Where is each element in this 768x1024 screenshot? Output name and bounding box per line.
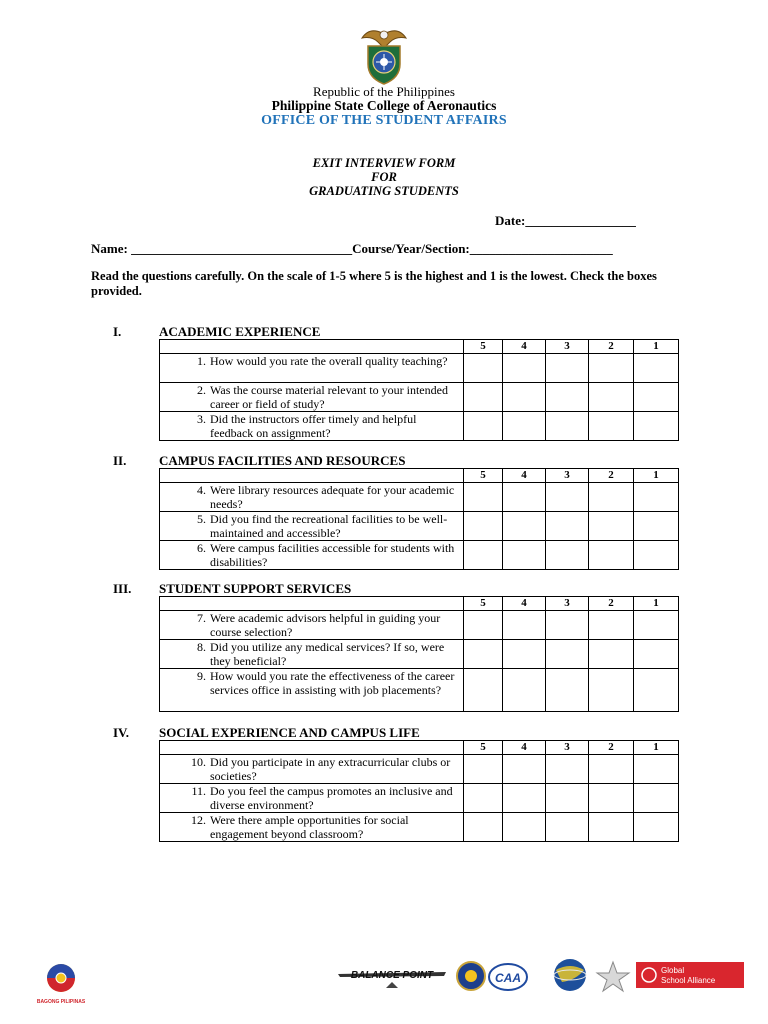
- question-cell: [160, 784, 464, 813]
- rating-header-row: [160, 340, 679, 354]
- rating-checkbox[interactable]: [589, 640, 634, 669]
- question-row: [160, 383, 679, 412]
- question-number: 4.: [197, 483, 206, 497]
- rating-checkbox[interactable]: [503, 640, 546, 669]
- rating-checkbox[interactable]: [503, 755, 546, 784]
- college-name: Philippine State College of Aeronautics: [271, 98, 497, 113]
- question-row: [160, 611, 679, 640]
- header-blank-cell: [160, 340, 464, 354]
- rating-checkbox[interactable]: [464, 541, 503, 570]
- scale-header: 4: [503, 597, 546, 611]
- question-number: 10.: [191, 755, 206, 769]
- section-number: II.: [113, 453, 127, 468]
- instructions: Read the questions carefully. On the scale of 1-5 where 5 is the highest and 1 is the lowest. Check the boxes provided.: [91, 269, 657, 298]
- header-blank-cell: [160, 597, 464, 611]
- form-title-line2: FOR: [371, 170, 397, 184]
- question-cell: [160, 512, 464, 541]
- question-row: [160, 669, 679, 712]
- scale-header: 4: [503, 340, 546, 354]
- rating-checkbox[interactable]: [503, 541, 546, 570]
- rating-checkbox[interactable]: [464, 755, 503, 784]
- rating-checkbox[interactable]: [634, 412, 679, 441]
- balance-point-text: BALANCE POINT: [350, 970, 434, 981]
- rating-checkbox[interactable]: [634, 354, 679, 383]
- rating-checkbox[interactable]: [546, 611, 589, 640]
- rating-table: [159, 740, 679, 842]
- question-row: [160, 412, 679, 441]
- caa-text: CAA: [495, 971, 521, 985]
- scale-header: 1: [634, 340, 679, 354]
- republic-heading: Republic of the Philippines: [313, 84, 455, 99]
- section-title: ACADEMIC EXPERIENCE: [159, 324, 321, 339]
- date-field[interactable]: Date:_________________: [495, 213, 636, 228]
- rating-checkbox[interactable]: [589, 483, 634, 512]
- form-title-line3: GRADUATING STUDENTS: [309, 184, 459, 198]
- question-number: 11.: [191, 784, 206, 798]
- rating-checkbox[interactable]: [589, 669, 634, 712]
- rating-checkbox[interactable]: [634, 483, 679, 512]
- globe-logo: [554, 959, 586, 991]
- rating-checkbox[interactable]: [464, 383, 503, 412]
- question-cell: [160, 383, 464, 412]
- rating-checkbox[interactable]: [634, 640, 679, 669]
- rating-checkbox[interactable]: [589, 383, 634, 412]
- question-text: Did you find the recreational facilities to be well-maintained and accessible?: [210, 512, 448, 540]
- question-number: 6.: [197, 541, 206, 555]
- rating-checkbox[interactable]: [634, 755, 679, 784]
- question-text: How would you rate the effectiveness of the career services office in assisting with job placements?: [210, 669, 455, 697]
- rating-checkbox[interactable]: [464, 512, 503, 541]
- header-blank-cell: [160, 469, 464, 483]
- rating-checkbox[interactable]: [546, 483, 589, 512]
- scale-header: 3: [546, 469, 589, 483]
- rating-checkbox[interactable]: [503, 412, 546, 441]
- rating-checkbox[interactable]: [464, 412, 503, 441]
- rating-checkbox[interactable]: [589, 354, 634, 383]
- scale-header: 3: [546, 597, 589, 611]
- caa-logo: [489, 964, 527, 990]
- scale-header: 3: [546, 340, 589, 354]
- question-text: Were academic advisors helpful in guiding your course selection?: [210, 611, 441, 639]
- rating-checkbox[interactable]: [589, 755, 634, 784]
- question-number: 5.: [197, 512, 206, 526]
- question-text: Do you feel the campus promotes an inclusive and diverse environment?: [210, 784, 453, 812]
- question-text: How would you rate the overall quality teaching?: [210, 354, 448, 368]
- question-row: [160, 541, 679, 570]
- college-seal-logo: [356, 24, 412, 86]
- bagong-pilipinas-logo: [35, 958, 87, 1006]
- rating-checkbox[interactable]: [589, 611, 634, 640]
- question-number: 2.: [197, 383, 206, 397]
- question-text: Were there ample opportunities for social engagement beyond classroom?: [210, 813, 409, 841]
- rating-checkbox[interactable]: [634, 669, 679, 712]
- question-cell: [160, 669, 464, 712]
- question-row: [160, 755, 679, 784]
- section-number: I.: [113, 324, 122, 339]
- question-text: Was the course material relevant to your intended career or field of study?: [210, 383, 448, 411]
- question-cell: [160, 354, 464, 383]
- rating-header-row: [160, 741, 679, 755]
- question-row: [160, 784, 679, 813]
- rating-checkbox[interactable]: [589, 512, 634, 541]
- scale-header: 3: [546, 741, 589, 755]
- rating-checkbox[interactable]: [634, 813, 679, 842]
- question-text: Did you participate in any extracurricular clubs or societies?: [210, 755, 451, 783]
- seal-logo-2: [457, 962, 485, 990]
- rating-checkbox[interactable]: [589, 784, 634, 813]
- question-cell: [160, 541, 464, 570]
- rating-header-row: [160, 469, 679, 483]
- scale-header: 5: [464, 597, 503, 611]
- rating-checkbox[interactable]: [634, 784, 679, 813]
- rating-header-row: [160, 597, 679, 611]
- scale-header: 1: [634, 741, 679, 755]
- rating-checkbox[interactable]: [546, 383, 589, 412]
- rating-checkbox[interactable]: [464, 611, 503, 640]
- rating-checkbox[interactable]: [464, 669, 503, 712]
- rating-checkbox[interactable]: [546, 669, 589, 712]
- rating-checkbox[interactable]: [634, 383, 679, 412]
- rating-table: [159, 468, 679, 570]
- question-cell: [160, 755, 464, 784]
- rating-checkbox[interactable]: [503, 512, 546, 541]
- rating-checkbox[interactable]: [589, 813, 634, 842]
- rating-checkbox[interactable]: [464, 784, 503, 813]
- form-title-line1: EXIT INTERVIEW FORM: [312, 156, 456, 170]
- rating-checkbox[interactable]: [546, 784, 589, 813]
- rating-checkbox[interactable]: [464, 813, 503, 842]
- question-number: 1.: [197, 354, 206, 368]
- question-number: 3.: [197, 412, 206, 426]
- section-number: III.: [113, 581, 132, 596]
- scale-header: 2: [589, 340, 634, 354]
- question-row: [160, 813, 679, 842]
- rating-checkbox[interactable]: [503, 483, 546, 512]
- question-number: 8.: [197, 640, 206, 654]
- gsa-line1: Global: [661, 966, 685, 975]
- rating-checkbox[interactable]: [546, 640, 589, 669]
- scale-header: 2: [589, 741, 634, 755]
- rating-table: [159, 339, 679, 441]
- question-cell: [160, 412, 464, 441]
- question-number: 7.: [197, 611, 206, 625]
- question-cell: [160, 640, 464, 669]
- scale-header: 1: [634, 469, 679, 483]
- question-row: [160, 640, 679, 669]
- rating-checkbox[interactable]: [634, 541, 679, 570]
- rating-checkbox[interactable]: [546, 412, 589, 441]
- rating-checkbox[interactable]: [464, 354, 503, 383]
- question-text: Were campus facilities accessible for students with disabilities?: [210, 541, 455, 569]
- section-number: IV.: [113, 725, 130, 740]
- scale-header: 1: [634, 597, 679, 611]
- section-title: CAMPUS FACILITIES AND RESOURCES: [159, 453, 406, 468]
- question-number: 9.: [197, 669, 206, 683]
- question-cell: [160, 813, 464, 842]
- partner-logos: [336, 958, 746, 994]
- gsa-line2: School Alliance: [661, 976, 716, 985]
- rating-checkbox[interactable]: [589, 541, 634, 570]
- scale-header: 5: [464, 741, 503, 755]
- rating-checkbox[interactable]: [546, 541, 589, 570]
- scale-header: 5: [464, 340, 503, 354]
- rating-checkbox[interactable]: [634, 512, 679, 541]
- balance-point-logo: [338, 970, 446, 988]
- scale-header: 2: [589, 597, 634, 611]
- question-row: [160, 512, 679, 541]
- question-number: 12.: [191, 813, 206, 827]
- scale-header: 4: [503, 741, 546, 755]
- rating-checkbox[interactable]: [546, 813, 589, 842]
- rating-checkbox[interactable]: [546, 755, 589, 784]
- question-text: Did you utilize any medical services? If so, were they beneficial?: [210, 640, 445, 668]
- rating-table: [159, 596, 679, 712]
- question-cell: [160, 611, 464, 640]
- star-logo: [597, 962, 629, 991]
- question-text: Did the instructors offer timely and helpful feedback on assignment?: [210, 412, 417, 440]
- section-title: STUDENT SUPPORT SERVICES: [159, 581, 352, 596]
- rating-checkbox[interactable]: [464, 483, 503, 512]
- rating-checkbox[interactable]: [589, 412, 634, 441]
- question-cell: [160, 483, 464, 512]
- name-course-field[interactable]: Name: __________________________________Course/Year/Section:______________________: [91, 241, 613, 256]
- rating-checkbox[interactable]: [503, 669, 546, 712]
- question-row: [160, 354, 679, 383]
- scale-header: 2: [589, 469, 634, 483]
- office-name: OFFICE OF THE STUDENT AFFAIRS: [261, 113, 507, 128]
- header-blank-cell: [160, 741, 464, 755]
- question-row: [160, 483, 679, 512]
- rating-checkbox[interactable]: [634, 611, 679, 640]
- rating-checkbox[interactable]: [546, 512, 589, 541]
- rating-checkbox[interactable]: [546, 354, 589, 383]
- scale-header: 5: [464, 469, 503, 483]
- rating-checkbox[interactable]: [503, 813, 546, 842]
- section-title: SOCIAL EXPERIENCE AND CAMPUS LIFE: [159, 725, 420, 740]
- rating-checkbox[interactable]: [503, 354, 546, 383]
- rating-checkbox[interactable]: [503, 784, 546, 813]
- question-text: Were library resources adequate for your academic needs?: [210, 483, 455, 511]
- rating-checkbox[interactable]: [464, 640, 503, 669]
- bagong-pilipinas-text: BAGONG PILIPINAS: [36, 999, 86, 1005]
- scale-header: 4: [503, 469, 546, 483]
- rating-checkbox[interactable]: [503, 383, 546, 412]
- global-school-alliance-logo: [636, 962, 744, 988]
- rating-checkbox[interactable]: [503, 611, 546, 640]
